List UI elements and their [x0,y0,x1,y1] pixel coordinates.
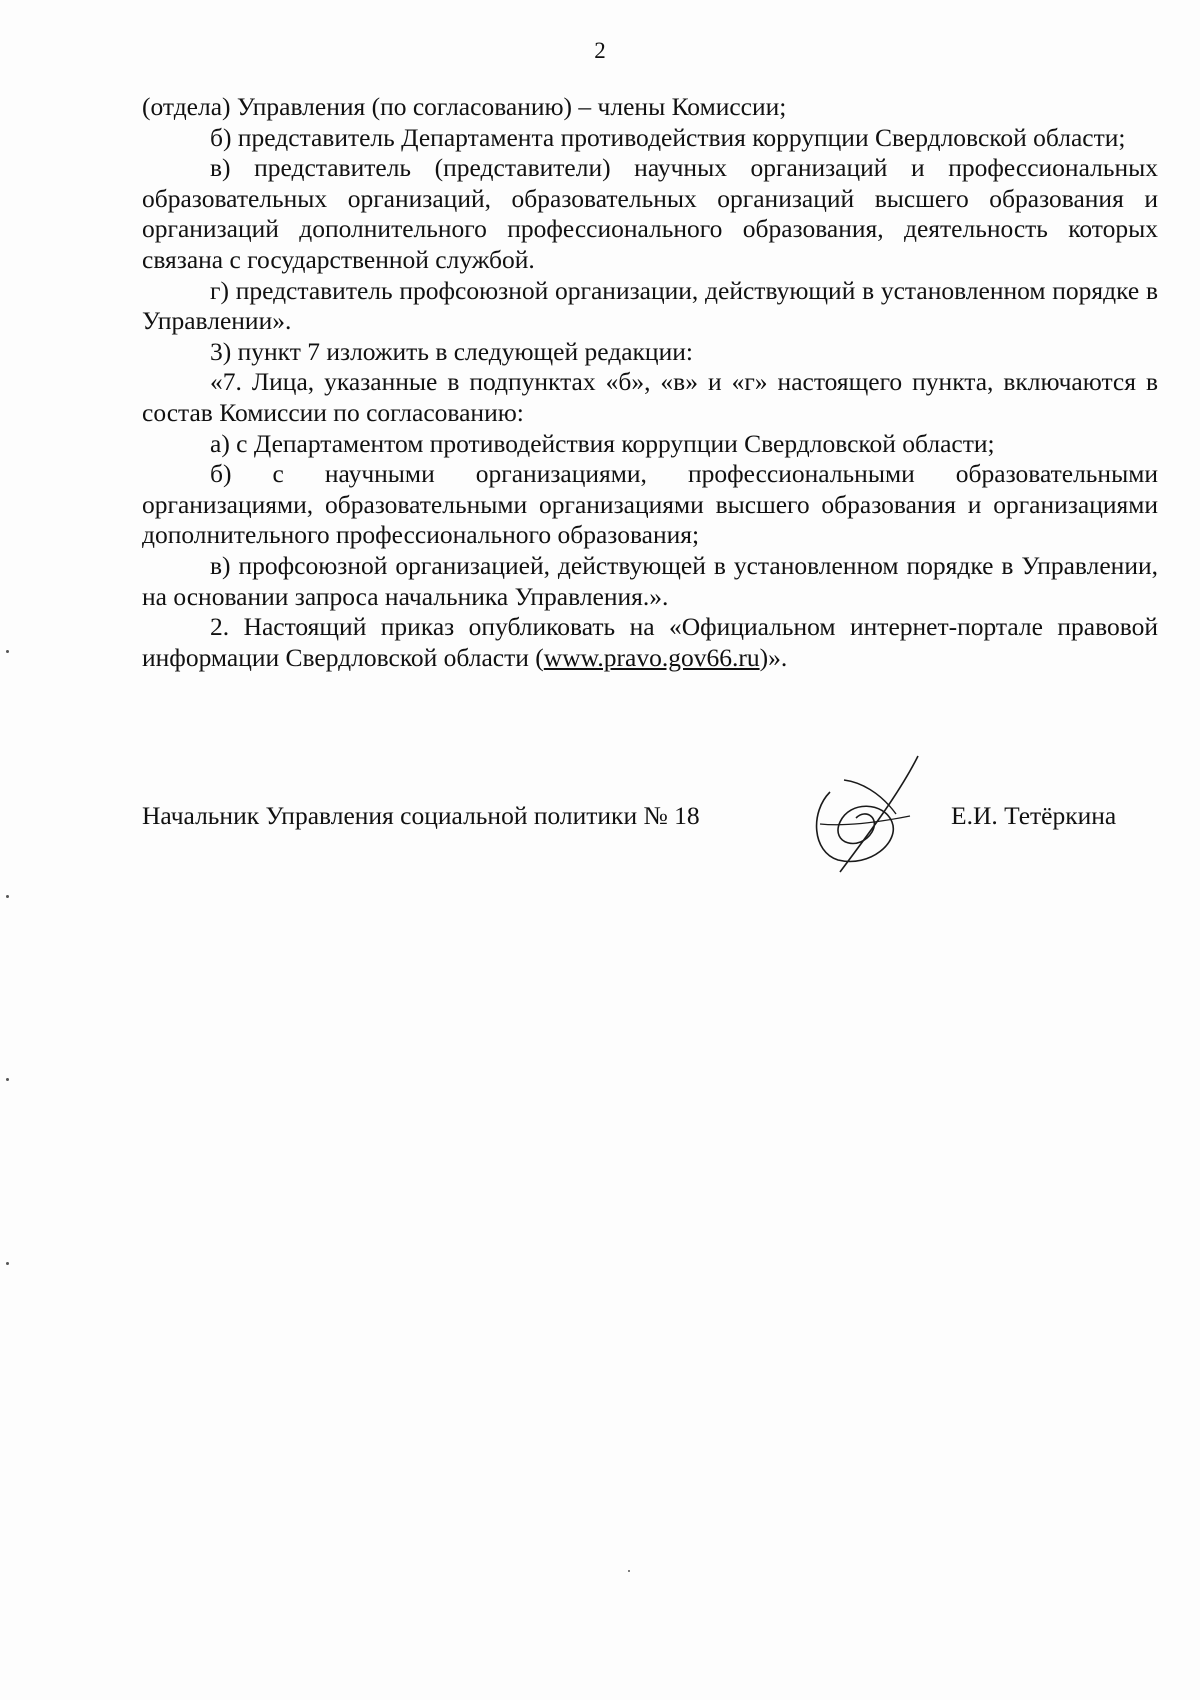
signature-block [142,801,1158,841]
publication-suffix: )». [759,642,788,672]
paragraph-point-3: 3) пункт 7 изложить в следующей редакции: [210,336,693,366]
page-number: 2 [594,38,606,63]
scan-artifact [628,1570,630,1572]
publication-text: 2. Настоящий приказ опубликовать на «Официальном интернет-портале правовой информации Свердловской области ( [142,612,1158,672]
paragraph-sub-a: а) с Департаментом противодействия коррупции Свердловской области; [210,428,995,458]
paragraph-sub-v: в) профсоюзной организацией, действующей в установленном порядке в Управлении, на основании запроса начальника Управления.». [142,550,1158,611]
paragraph-publication [142,612,1158,673]
handwritten-signature [800,752,940,882]
scan-artifact [6,895,9,898]
scan-artifact [6,650,9,653]
paragraph-item-g: г) представитель профсоюзной организации, действующий в установленном порядке в Управлении». [142,275,1158,336]
publication-link[interactable]: www.pravo.gov66.ru [543,642,760,672]
paragraph-item-b: б) представитель Департамента противодействия коррупции Свердловской области; [210,122,1126,152]
paragraph-item-v: в) представитель (представители) научных организаций и профессиональных образовательных организаций, образовательных организаций высшего образования и организаций дополнительного профессионального образования, деятельность которых связана с государственной службой. [142,153,1158,274]
paragraph-continuation: (отдела) Управления (по согласованию) – члены Комиссии; [142,92,787,121]
paragraph-sub-b: б) с научными организациями, профессиональными образовательными организациями, образовательными организациями высшего образования и организациями дополнительного профессионального образования; [142,459,1158,550]
signatory-role: Начальник Управления социальной политики № 18 [142,801,700,830]
signatory-name: Е.И. Тетёркина [951,801,1117,830]
scan-artifact [6,1078,9,1081]
scan-artifact [6,1262,9,1265]
document-body [142,92,1158,673]
paragraph-point-7: «7. Лица, указанные в подпунктах «б», «в» и «г» настоящего пункта, включаются в состав Комиссии по согласованию: [142,367,1158,427]
